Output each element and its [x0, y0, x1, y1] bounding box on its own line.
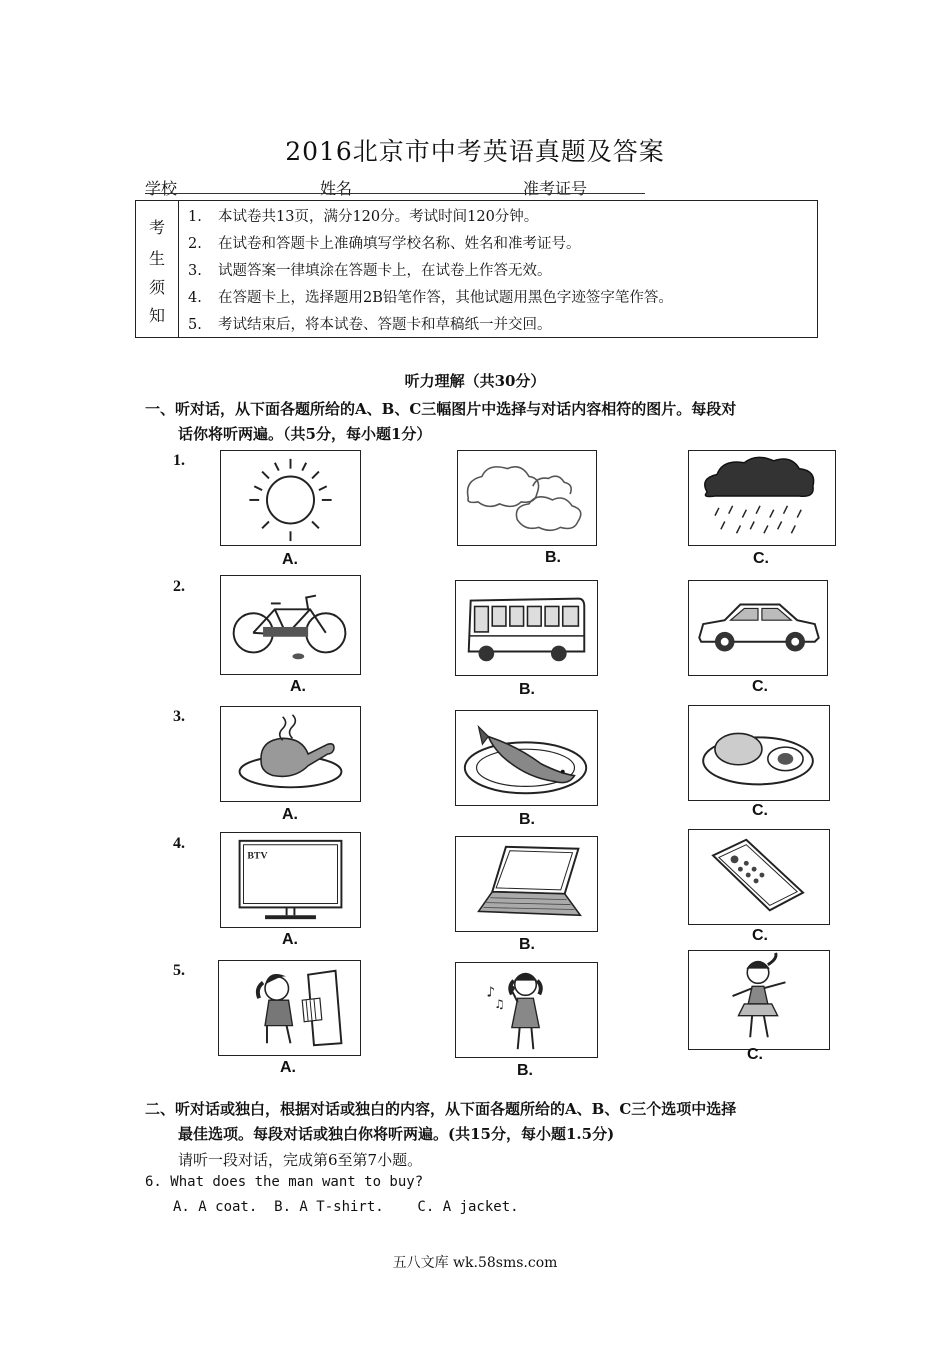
- question-number: 4.: [173, 835, 185, 852]
- option-picture: [688, 829, 830, 925]
- option-picture: [688, 580, 828, 676]
- chicken-icon: [221, 707, 360, 801]
- notice-item-num: 2.: [188, 236, 202, 252]
- cloud-icon: [458, 451, 596, 545]
- bread-egg-icon: [689, 706, 829, 800]
- tv-icon: [221, 833, 360, 927]
- question-number: 1.: [173, 452, 185, 469]
- girl-dancing-icon: [689, 951, 829, 1049]
- option-picture: [455, 836, 598, 932]
- option-label: C.: [752, 927, 768, 944]
- notice-item-text: 在试卷和答题卡上准确填写学校名称、姓名和准考证号。: [218, 236, 581, 252]
- option-label: B.: [517, 1062, 533, 1079]
- fish-icon: [456, 711, 597, 805]
- option-picture: [688, 450, 836, 546]
- option-label: C.: [753, 550, 769, 567]
- notice-item-num: 1.: [188, 209, 202, 225]
- option-label: B.: [519, 681, 535, 698]
- option-picture: [220, 575, 361, 675]
- option-label: A.: [280, 1059, 296, 1076]
- notice-heading-char: 知: [148, 306, 165, 325]
- option-picture: [457, 450, 597, 546]
- notice-item: [188, 205, 538, 226]
- option-label: B.: [519, 811, 535, 828]
- listening-prompt: 请听一段对话，完成第6至第7小题。: [178, 1151, 423, 1169]
- part1-instruction-cont: 话你将听两遍。（共5分，每小题1分）: [178, 425, 432, 443]
- notice-item-num: 4.: [188, 290, 202, 306]
- bicycle-icon: [221, 576, 360, 674]
- notice-item: [188, 259, 552, 280]
- notice-heading-char: 须: [148, 278, 165, 297]
- svg-text:♫: ♫: [494, 997, 505, 1012]
- part1-instruction: 一、听对话，从下面各题所给的A、B、C三幅图片中选择与对话内容相符的图片。每段对: [145, 400, 737, 418]
- id-label: 准考证号: [523, 179, 588, 198]
- question-number: 5.: [173, 962, 185, 979]
- notice-heading-char: 生: [148, 249, 165, 268]
- option-picture: [455, 710, 598, 806]
- svg-text:♪: ♪: [486, 984, 496, 1001]
- notice-item-text: 考试结束后，将本试卷、答题卡和草稿纸一并交回。: [218, 317, 552, 333]
- laptop-icon: [456, 837, 597, 931]
- notice-item-text: 本试卷共13页，满分120分。考试时间120分钟。: [218, 209, 539, 225]
- option-label: C.: [752, 802, 768, 819]
- section-heading: 听力理解（共30分）: [404, 372, 546, 390]
- girl-singing-icon: [456, 963, 597, 1057]
- info-underline: [145, 193, 645, 194]
- part2-instruction-cont: 最佳选项。每段对话或独白你将听两遍。(共15分，每小题1.5分): [178, 1125, 615, 1143]
- phone-icon: [689, 830, 829, 924]
- option-label: C.: [752, 678, 768, 695]
- option-picture: [220, 450, 361, 546]
- sun-icon: [221, 451, 360, 545]
- girl-piano-icon: [219, 961, 360, 1055]
- notice-item: [188, 286, 673, 307]
- option-label: A.: [290, 678, 306, 695]
- option-label: B.: [545, 549, 561, 566]
- part2-instruction: 二、听对话或独白，根据对话或独白的内容，从下面各题所给的A、B、C三个选项中选择: [145, 1100, 737, 1118]
- page-title: 2016北京市中考英语真题及答案: [285, 137, 665, 166]
- question-6: 6. What does the man want to buy?: [145, 1174, 424, 1190]
- option-picture: [688, 950, 830, 1050]
- question-number: 3.: [173, 708, 185, 725]
- notice-heading: [136, 201, 179, 337]
- option-label: A.: [282, 551, 298, 568]
- option-label: A.: [282, 931, 298, 948]
- option-picture: [218, 960, 361, 1056]
- notice-item-text: 试题答案一律填涂在答题卡上，在试卷上作答无效。: [218, 263, 552, 279]
- tv-channel-text: BTV: [247, 850, 268, 862]
- name-label: 姓名: [320, 179, 353, 198]
- notice-item: [188, 232, 581, 253]
- option-picture: [220, 706, 361, 802]
- option-label: C.: [747, 1046, 763, 1063]
- notice-box: [135, 200, 818, 338]
- notice-item-num: 3.: [188, 263, 202, 279]
- question-6-options: A. A coat. B. A T-shirt. C. A jacket.: [173, 1199, 519, 1215]
- option-label: B.: [519, 936, 535, 953]
- bus-icon: [456, 581, 597, 675]
- option-picture: [220, 832, 361, 928]
- car-icon: [689, 581, 827, 675]
- option-picture: [455, 962, 598, 1058]
- notice-heading-char: 考: [148, 218, 165, 237]
- rain-icon: [689, 451, 835, 545]
- footer-watermark: 五八文库 wk.58sms.com: [392, 1255, 558, 1271]
- school-label: 学校: [145, 179, 178, 198]
- option-picture: [455, 580, 598, 676]
- option-picture: [688, 705, 830, 801]
- notice-item: [188, 313, 552, 334]
- question-number: 2.: [173, 578, 185, 595]
- option-label: A.: [282, 806, 298, 823]
- notice-item-text: 在答题卡上，选择题用2B铅笔作答，其他试题用黑色字迹签字笔作答。: [218, 290, 673, 306]
- notice-item-num: 5.: [188, 317, 202, 333]
